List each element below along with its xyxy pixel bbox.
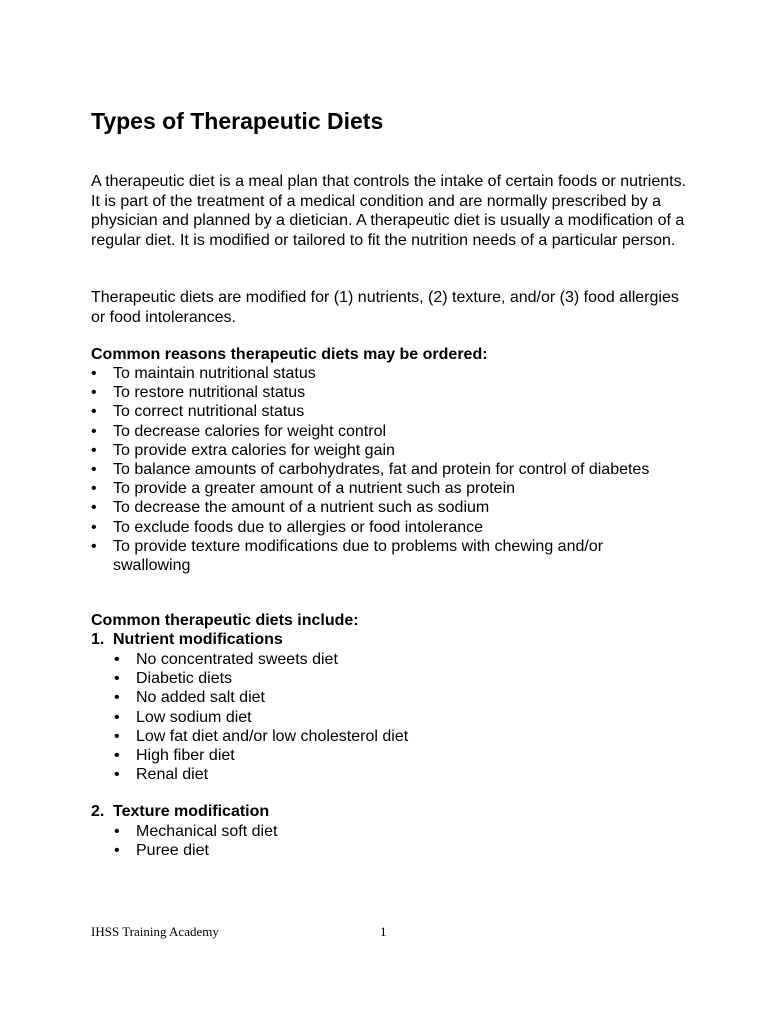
footer-page-number: 1 [380, 924, 387, 939]
diets-heading: Common therapeutic diets include: [91, 612, 359, 629]
list-item: • Low sodium diet [114, 708, 674, 727]
section-heading-texture [91, 802, 269, 822]
intro-paragraph: A therapeutic diet is a meal plan that controls the intake of certain foods or nutrients. It is part of the treatment of a medical condition and are normally prescribed by a physician and planned by a dietician. A therapeutic diet is usually a modification of a regular diet. It is modified or tailored to fit the nutrition needs of a particular person. [91, 173, 687, 249]
section-title: Texture modification [113, 803, 270, 820]
section-number: 2. [91, 803, 105, 820]
list-item: • To decrease the amount of a nutrient such as sodium [91, 498, 681, 517]
reasons-heading: Common reasons therapeutic diets may be ordered: [91, 346, 488, 363]
list-item: • Diabetic diets [114, 669, 674, 688]
section-title: Nutrient modifications [113, 631, 283, 648]
list-item: • To restore nutritional status [91, 383, 681, 402]
list-item: • Renal diet [114, 765, 674, 784]
list-item: • Low fat diet and/or low cholesterol diet [114, 727, 674, 746]
list-item: • High fiber diet [114, 746, 674, 765]
list-item: • No added salt diet [114, 688, 674, 707]
nutrient-diets-list [114, 650, 674, 784]
list-item: • To maintain nutritional status [91, 364, 681, 383]
list-item: • To decrease calories for weight control [91, 422, 681, 441]
list-item: • To provide a greater amount of a nutrient such as protein [91, 479, 681, 498]
list-item: • To provide texture modifications due to problems with chewing and/or swallowing [91, 537, 681, 575]
list-item: • To provide extra calories for weight gain [91, 441, 681, 460]
list-item: • Mechanical soft diet [114, 822, 674, 841]
footer-organization: IHSS Training Academy [91, 924, 219, 939]
page-title: Types of Therapeutic Diets [91, 108, 384, 134]
modification-paragraph: Therapeutic diets are modified for (1) nutrients, (2) texture, and/or (3) food allergies or food intolerances. [91, 289, 679, 326]
list-item: • Puree diet [114, 841, 674, 860]
list-item: • To balance amounts of carbohydrates, fat and protein for control of diabetes [91, 460, 681, 479]
list-item: • To correct nutritional status [91, 402, 681, 421]
reasons-list [91, 364, 681, 575]
texture-diets-list [114, 822, 674, 860]
list-item: • To exclude foods due to allergies or food intolerance [91, 518, 681, 537]
list-item: • No concentrated sweets diet [114, 650, 674, 669]
section-heading-nutrient [91, 630, 283, 650]
section-number: 1. [91, 631, 105, 648]
